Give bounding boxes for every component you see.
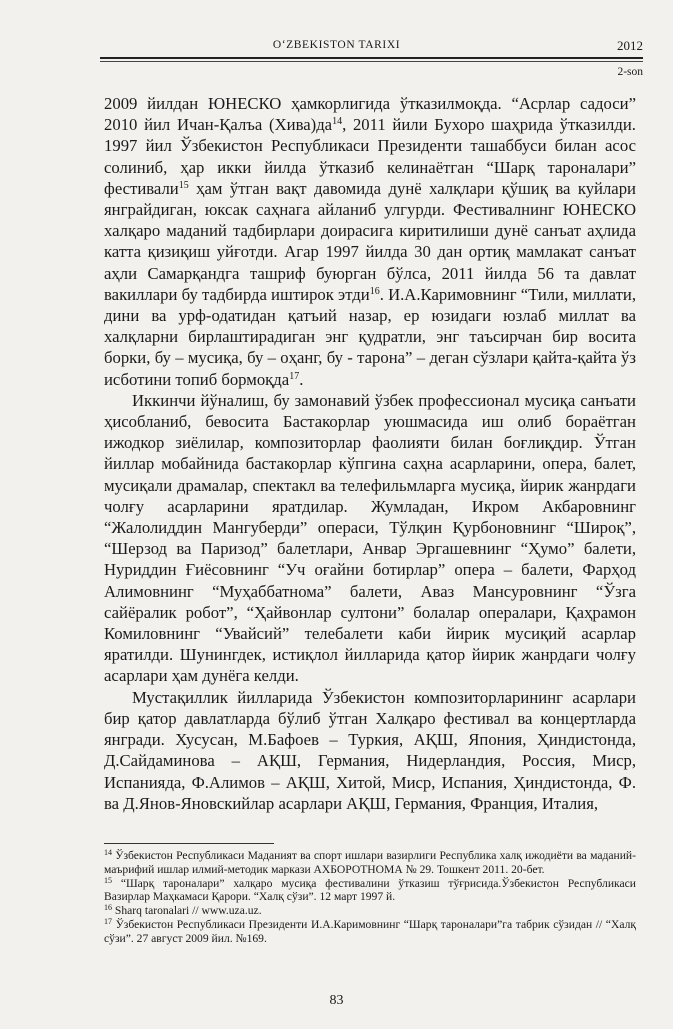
footnote-15: $^{15}$ “Шарқ тароналари” халқаро мусиқа фестивалини ўтказиш тўғрисида.Ўзбекистон Республикаси Вазирлар Маҳкамаси Қарори. “Халқ сўзи”. 12 март 1997 й.: [104, 875, 636, 904]
footnote-16: $^{16}$ Sharq taronalari // www.uza.uz.: [104, 903, 262, 918]
journal-title: O‘ZBEKISTON TARIXI: [272, 39, 401, 51]
footnotes: [104, 849, 636, 946]
article-body: [104, 93, 636, 814]
footnote-divider: [104, 843, 274, 844]
paragraph-2: Иккинчи йўналиш, бу замонавий ўзбек профессионал мусиқа санъати ҳисобланиб, бевосита Бастакорлар уюшмасида иш олиб бораётган ижодкор зиёлилар, композиторлар фаолияти билан боғлиқдир. Ўтган йиллар мобайнида бастакорлар кўпгина саҳна асарларини, опера, балет, мусиқали драмалар, спектакл ва телефильмларга мусиқа, йирик жанрдаги чолғу асарларини яратдилар. Жумладан, Икром Акбаровнинг “Жалолиддин Мангуберди” операси, Тўлқин Қурбоновнинг “Широқ”, “Шерзод ва Паризод” балетлари, Анвар Эргашевнинг “Ҳумо” балети, Нуриддин Ғиёсовнинг “Уч оғайни ботирлар” опера – балети, Фарҳод Алимовнинг “Муҳаббатнома” балети, Аваз Мансуровнинг “Ўзга сайёралик робот”, “Ҳайвонлар султони” болалар опералари, Қаҳрамон Комиловнинг “Увайсий” телебалети каби йирик мусиқий асарлар яратилди. Шунингдек, истиқлол йилларида қатор йирик жанрдаги чолғу асарлари ҳам дунёга келди.: [104, 390, 636, 686]
page-number: 83: [329, 993, 344, 1008]
header-rule-thin: [100, 61, 643, 62]
paragraph-1: 2009 йилдан ЮНЕСКО ҳамкорлигида ўтказилмоқда. “Асрлар садоси” 2010 йил Ичан-Қалъа $(Хива)да^{14}$, 2011 йили Бухоро шаҳрида ўтказилди. 1997 йил Ўзбекистон Республикаси Президенти ташаббуси билан асос солиниб, ҳар икки йилда ўтказиб келинаётган “Шарқ тароналари” фестивали$^{15}$ ҳам ўтган вақт давомида дунё халқлари қўшиқ ва куйлари янграйдиган, юксак саҳнага айланиб улгурди. Фестивалнинг ЮНЕСКО халқаро маданий тадбирлари доирасига киритилиши дунё санъат аҳлида катта қизиқиш уйғотди. Агар 1997 йилда 30 дан ортиқ мамлакат санъат аҳли Самарқандга ташриф буюрган бўлса, 2011 йилда 56 та давлат вакиллари бу тадбирда иштирок этди$^{16}$. И.А.Каримовнинг “Тили, миллати, дини ва урф-одатидан қатъий назар, ер юзидаги юзлаб миллат ва халқларни бирлаштирадиган энг қудратли, энг таъсирчан бир восита борки, бу – мусиқа, бу – оҳанг, бу - тарона” – деган сўзлари қайта-қайта ўз исботини топиб бормоқда$^{17}$.: [104, 94, 636, 389]
journal-issue: 2-son: [617, 66, 643, 78]
journal-year: 2012: [617, 38, 643, 53]
footnote-14: $^{14}$ Ўзбекистон Республикаси Маданият ва спорт ишлари вазирлиги Республика халқ ижодиёти ва маданий-маърифий ишлар илмий-методик маркази АХБОРОТНОМА № 29. Тошкент 2011. 20-бет.: [104, 848, 636, 876]
paragraph-3: Мустақиллик йилларида Ўзбекистон композиторларининг асарлари бир қатор давлатларда бўлиб ўтган Халқаро фестивал ва концертларда янгради. Хусусан, М.Бафоев – Туркия, АҚШ, Япония, Ҳиндистонда, Д.Сайдаминова – АҚШ, Германия, Нидерландия, Россия, Миср, Испанияда, Ф.Алимов – АҚШ, Хитой, Миср, Испания, Ҳиндистонда, Ф. ва Д.Янов-Яновскийлар асарлари АҚШ, Германия, Франция, Италия,: [104, 687, 636, 813]
footnote-17: $^{17}$ Ўзбекистон Республикаси Президенти И.А.Каримовнинг “Шарқ тароналари”га табрик сўзидан // “Халқ сўзи”. 27 август 2009 йил. №169.: [104, 916, 636, 945]
header-rule: [100, 57, 643, 59]
